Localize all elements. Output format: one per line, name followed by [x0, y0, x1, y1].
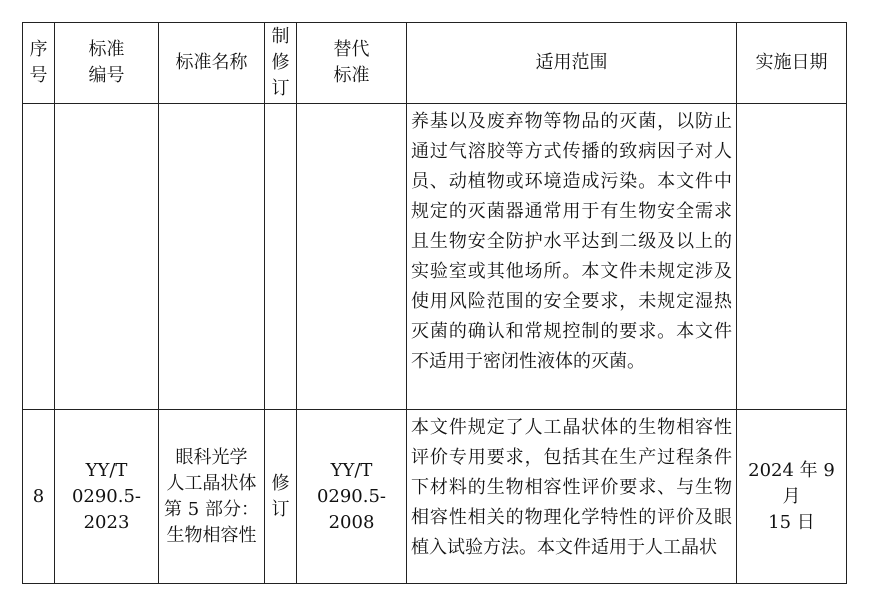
- cell-standard-name: 眼科光学 人工晶状体 第 5 部分： 生物相容性: [159, 410, 265, 584]
- cell-standard-number: [55, 104, 159, 410]
- cell-replaced-standard: YY/T 0290.5-2008: [297, 410, 407, 584]
- cell-scope: 本文件规定了人工晶状体的生物相容性评价专用要求，包括其在生产过程条件下材料的生物相容性评价要求、与生物相容性相关的物理化学特性的评价及眼植入试验方法。本文件适用于人工晶状: [407, 410, 737, 584]
- cell-scope: 养基以及废弃物等物品的灭菌，以防止通过气溶胶等方式传播的致病因子对人员、动植物或环境造成污染。本文件中规定的灭菌器通常用于有生物安全需求且生物安全防护水平达到二级及以上的实验室或其他场所。本文件未规定涉及使用风险范围的安全要求，未规定湿热灭菌的确认和常规控制的要求。本文件不适用于密闭性液体的灭菌。: [407, 104, 737, 410]
- table-header-row: [23, 23, 847, 104]
- cell-revision-type: 修 订: [265, 410, 297, 584]
- header-revision-type: 制 修 订: [265, 23, 297, 104]
- cell-seq: 8: [23, 410, 55, 584]
- cell-implementation-date: 2024 年 9 月 15 日: [737, 410, 847, 584]
- header-seq: 序 号: [23, 23, 55, 104]
- cell-revision-type: [265, 104, 297, 410]
- cell-standard-number: YY/T 0290.5-2023: [55, 410, 159, 584]
- standards-table: [22, 22, 847, 584]
- cell-replaced-standard: [297, 104, 407, 410]
- cell-seq: [23, 104, 55, 410]
- cell-standard-name: [159, 104, 265, 410]
- cell-implementation-date: [737, 104, 847, 410]
- header-replaced-standard: 替代 标准: [297, 23, 407, 104]
- header-standard-name: 标准名称: [159, 23, 265, 104]
- header-standard-number: 标准 编号: [55, 23, 159, 104]
- header-scope: 适用范围: [407, 23, 737, 104]
- header-implementation-date: 实施日期: [737, 23, 847, 104]
- table-row: [23, 104, 847, 410]
- table-row: [23, 410, 847, 584]
